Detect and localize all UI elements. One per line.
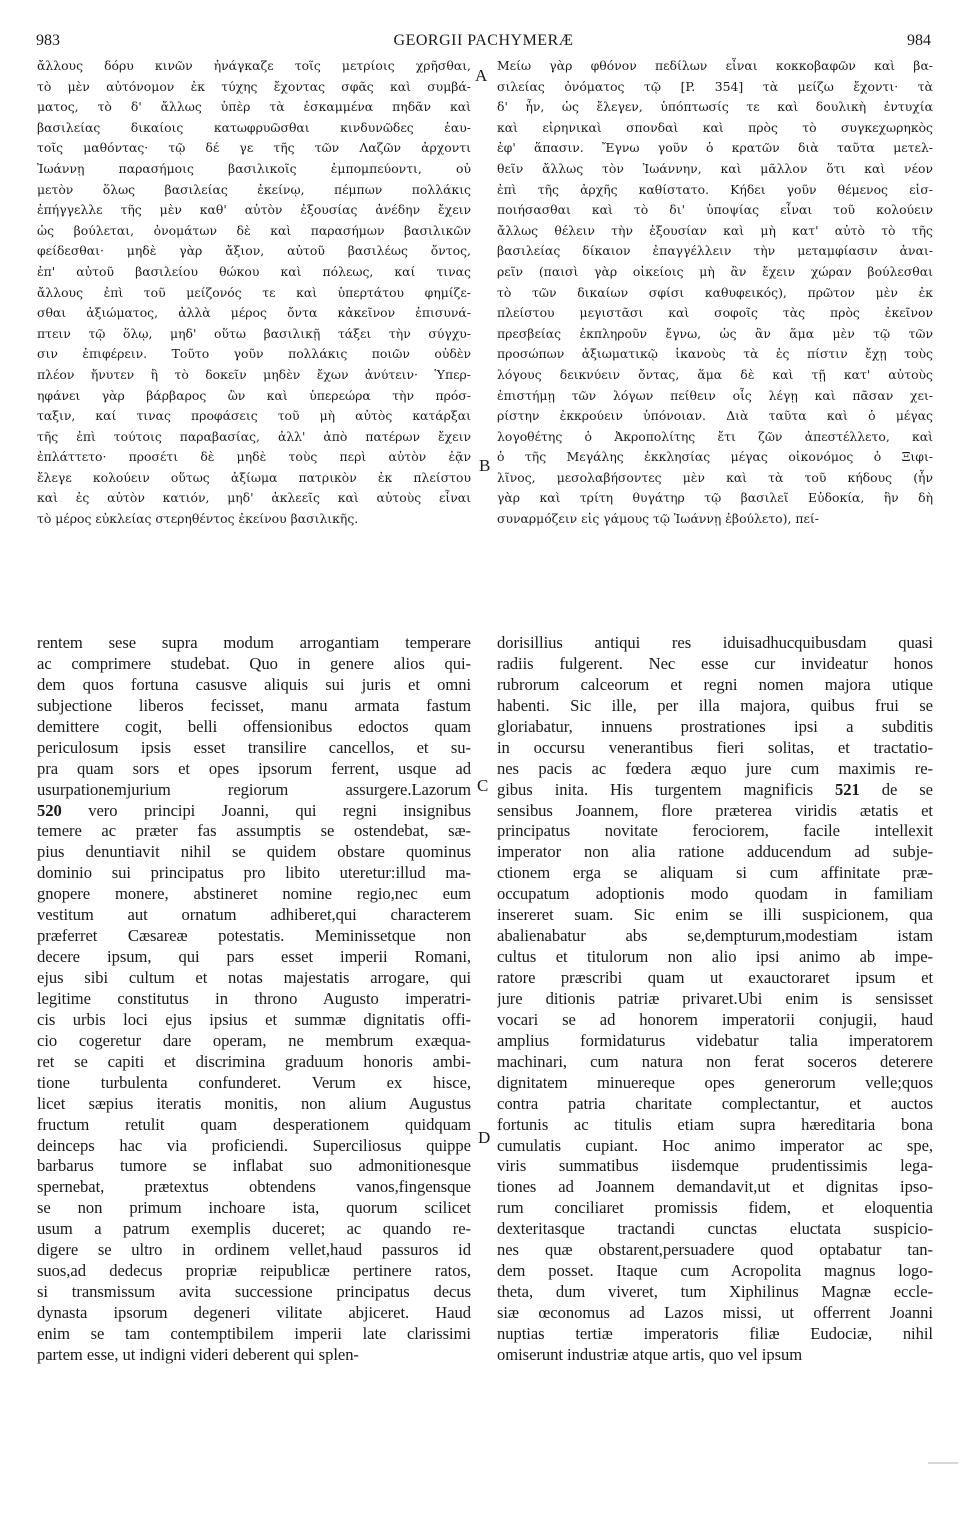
greek-text-line: λογοθέτης ὁ Ἀκροπολίτης ἔτι ζῶν ἀπεστέλλετο, καὶ xyxy=(497,428,933,444)
latin-text-line: imperator non alia ratione adducendum ad subje- xyxy=(497,842,933,862)
latin-text-line: cis urbis loci ejus ipsius et summæ dignitatis offi- xyxy=(37,1009,471,1029)
greek-text-line: τοῖς μαθόντας· τῷ δέ γε τῆς τῶν Λαζῶν ἀρχοντι xyxy=(37,140,471,156)
latin-text-line: ctionem erga se aliquam si cum affinitate præ- xyxy=(497,863,933,883)
greek-text-line: σθαι ἀξιώματος, ἀλλὰ μέρος ὄντα κἀκεῖνον ἐπισυνά- xyxy=(37,305,471,321)
latin-text-line: cio cogeretur dare operam, ne membrum exæqua- xyxy=(37,1030,471,1050)
greek-text-line: καὶ ἐς αὐτὸν κατιόν, μηδ' ἀκλεεῖς καὶ αὐτοὺς εἶναι xyxy=(37,490,471,506)
greek-text-line: Μείω γὰρ φθόνον πεδίλων εἶναι κοκκοβαφῶν καὶ βα- xyxy=(497,58,933,73)
greek-text-line: τὸ μὲν αὐτόνομον ἐκ τύχης ἔχοντας σφᾶς καὶ συμβά- xyxy=(37,78,471,94)
latin-text-line: pra quam sors et opes ipsorum ferrent, usque ad xyxy=(37,758,471,778)
greek-text-line: τὸ μέρος εὐκλείας στερηθέντος ἐκείνου βασιλικῆς. xyxy=(37,511,359,527)
latin-text-line: decere ipsum, qui pars esset imperii Romani, xyxy=(37,947,471,967)
greek-text-line: ἔλεγε κολούειν οὕτως ἀξίωμα πατρικὸν ἐκ πλείστου xyxy=(37,469,471,485)
latin-text-line: ejus sibi cultum et notas majestatis arrogare, qui xyxy=(37,968,471,987)
latin-text-line: rentem sese supra modum arrogantiam temperare xyxy=(37,633,471,652)
greek-text-line: δ' ἦν, ὡς ἔλεγεν, ὑπόπτωσίς τε καὶ δουλικὴ ἐντυχία xyxy=(497,99,933,115)
greek-text-line: ποιήσασθαι καὶ τὸ δι' ὑποψίας εἶναι τοῦ κολούειν xyxy=(497,202,933,218)
latin-text-line: dexteritasque tractandi cunctas eluctata suspicio- xyxy=(497,1219,933,1239)
latin-text-line: habenti. Sic ille, per illa majora, quibus frui se xyxy=(497,695,933,715)
greek-text-line: βασιλείας δικαίοις κατωφρυῶσθαι κινδυνῶδες ἑαυ- xyxy=(37,119,471,135)
latin-text-line: siæ œconomus ad Lazos missi, ut offerrent Joanni xyxy=(497,1303,933,1322)
folio-number: 521 xyxy=(834,779,860,799)
greek-text-line: καὶ εἰρηνικαὶ σπονδαὶ καὶ πρὸς τὸ συγκεχωρηκὸς xyxy=(497,119,933,135)
latin-text-line: cumulatis cupiant. Hoc animo imperator ac spe, xyxy=(497,1135,933,1155)
latin-text-line: deinceps hac via proficiendi. Superciliosus quippe xyxy=(37,1135,471,1155)
latin-text-line: digere se ultro in ordinem vellet,haud passuros id xyxy=(37,1240,471,1260)
latin-text-line: rum conciliaret promissis fidem, et eloquentia xyxy=(497,1198,933,1218)
greek-column-left xyxy=(37,56,471,616)
latin-text-line: jure ditionis patriæ privaret.Ubi enim is sensisset xyxy=(497,988,933,1008)
section-marker-a: A xyxy=(475,66,488,85)
greek-text-line: ὡς βούλεται, ὀνομάτων δὲ καὶ παρασήμων βασιλικῶν xyxy=(37,222,471,238)
section-marker-c: C xyxy=(477,776,489,795)
greek-text-line: ἄλλους ἐπὶ τοῦ μείζονός τε καὶ ὑπερτάτου φημίζε- xyxy=(37,284,471,300)
latin-text-line: subjectione liberos fecisset, manu armata fastum xyxy=(37,695,471,715)
latin-text-line: principatus novitate ferociorem, facile intellexit xyxy=(497,821,933,841)
latin-text-line: nuptias tertiæ imperatoris filiæ Eudociæ, nihil xyxy=(497,1323,933,1343)
latin-text-line: dem posset. Itaque cum Acropolita magnus logo- xyxy=(497,1261,933,1281)
latin-text-line: abalienabatur abs se,dempturum,modestiam istam xyxy=(497,926,933,946)
latin-text-line: temere ac præter fas assumptis se ostendebat, sæ- xyxy=(37,821,471,841)
latin-text-line: vocari se ad honorem imperatorii conjugii, haud xyxy=(497,1009,933,1029)
greek-text-line: ηφάνει γὰρ βάρβαρος ὢν καὶ ὑπερεώρα τὴν πρόσ- xyxy=(37,387,471,403)
greek-text-line: ὁ τῆς Μεγάλης ἐκκλησίας μέγας οἰκονόμος ὁ Ξιφι- xyxy=(497,449,933,465)
latin-text-line: vestitum aut ornatum adhiberet,qui characterem xyxy=(37,905,471,925)
latin-text-line: si transmissum avita successione principatus decus xyxy=(37,1282,471,1302)
greek-text-line: ματος, τὸ δ' ἄλλως ὑπὲρ τὰ ἐσκαμμένα πηδᾶν καὶ xyxy=(37,99,471,115)
greek-text-line: πλέον ἤνυτεν ἢ τὸ δοκεῖν μηδὲν ἔχων ἀνύτειν· Ὑπερ- xyxy=(37,366,471,382)
latin-column-left xyxy=(37,633,471,1483)
page-number-right: 984 xyxy=(907,32,931,49)
latin-text-line: dem quos fortuna casusve aliquis sui juris et omni xyxy=(37,674,471,694)
running-title: GEORGII PACHYMERÆ xyxy=(393,32,574,49)
greek-text-line: γὰρ καὶ τρίτη θυγάτηρ τῷ βασιλεῖ Εὐδοκία, ἣν δὴ xyxy=(497,490,933,506)
greek-text-line: Ἰωάννῃ παρασήμοις βασιλικοῖς ἐμπομπεύοντι, οὐ xyxy=(37,160,471,176)
latin-text-line: fortunis ac titulis etiam supra hæreditaria bona xyxy=(497,1114,933,1134)
latin-text-line: dynasta ipsorum degeneri vilitate abjiceret. Haud xyxy=(37,1303,471,1322)
greek-text-line: ἄλλως θέλειν τὴν ἐξουσίαν καὶ μὴ κατ' αὐτὸ τὸ τῆς xyxy=(497,222,933,238)
latin-text-line: ret se capiti et discrimina graduum honoris ambi- xyxy=(37,1051,471,1071)
latin-text-line: fructum retulit quam desperationem quidquam xyxy=(37,1114,471,1134)
greek-text-line: σιν ἐπιφέρειν. Τοῦτο γοῦν πολλάκις ποιῶν οὐδὲν xyxy=(37,346,471,362)
latin-text-line: cultus et titulorum non alio ipsi animo ab impe- xyxy=(497,947,933,967)
page-number-left: 983 xyxy=(36,32,60,49)
page-header xyxy=(36,32,931,54)
latin-text-line: in occursu venerantibus fieri solitas, et tractatio- xyxy=(497,737,933,757)
latin-column-right xyxy=(497,633,933,1483)
greek-text-line: ἐφ' ἅπασιν. Ἔγνω γοῦν ὁ κρατῶν διὰ ταῦτα μετελ- xyxy=(497,140,933,156)
latin-text-line: amplius formidaturus videbatur talia imperatorem xyxy=(497,1030,933,1050)
greek-text-line: ἐπιστήμῃ τῶν λόγων πείθειν οἷς λέγῃ καὶ πᾶσαν χει- xyxy=(497,387,933,403)
latin-text-line: dorisillius antiqui res iduisadhucquibusdam quasi xyxy=(497,633,933,652)
paper-speck xyxy=(928,1462,958,1464)
latin-text-line: omiserunt industriæ atque artis, quo vel ipsum xyxy=(497,1344,803,1364)
latin-text-line: tiones ad Joannem demandavit,ut et dignitas ipso- xyxy=(497,1177,933,1197)
latin-text-line: demittere cogit, belli offensionibus edoctos quam xyxy=(37,716,471,736)
latin-text-line: licet sæpius iteratis monitis, non alium Augustus xyxy=(37,1093,471,1113)
greek-text-line: πρεσβείας ἐκπληροῦν ἔγνω, ὡς ἂν ἅμα μὲν τῷ τῶν xyxy=(497,325,933,341)
greek-text-line: τῆς ἐπὶ τούτοις παραβασίας, ἀλλ' ἀπὸ πατέρων ἔχειν xyxy=(37,428,471,444)
greek-text-line: ταξιν, καί τινας προφάσεις τοῦ μὴ αὐτὸς κατάρξαι xyxy=(37,408,471,424)
latin-text-line: ac comprimere studebat. Quo in genere alios qui- xyxy=(37,653,471,673)
latin-text-line: gibus inita. His turgentem magnificis 521 de se xyxy=(497,779,933,799)
latin-text-line: periculosum ipsis esset transilire cancellos, et su- xyxy=(37,737,471,757)
latin-text-line: legitime constitutus in throno Augusto imperatri- xyxy=(37,988,471,1008)
greek-text-line: φείδεσθαι· μηδὲ γὰρ ἄξιον, αὐτοῦ βασιλέως ὄντος, xyxy=(37,243,471,259)
latin-text-line: ratore præscribi quam ut exauctoraret ipsum et xyxy=(497,968,933,987)
greek-text-line: σιλείας ὀνόματος τῷ [P. 354] τὰ μείζω ἔχοντι· τὰ xyxy=(497,78,933,94)
latin-text-line: spernebat, prætextus obtendens vanos,fingensque xyxy=(37,1177,471,1197)
greek-column-right xyxy=(497,56,933,616)
latin-text-line: pius denuntiavit nihil se quidem obstare quominus xyxy=(37,842,471,862)
section-marker-d: D xyxy=(478,1128,491,1147)
latin-text-line: sensibus Joannem, flore præterea viridis ætatis et xyxy=(497,800,933,820)
section-marker-b: B xyxy=(479,456,491,475)
latin-text-line: viris summatibus iisdemque prudentissimis lega- xyxy=(497,1156,933,1176)
latin-text-line: rubrorum calceorum et regni nomen majora utique xyxy=(497,674,933,694)
latin-text-line: insereret suam. Sic enim se illi suspicionem, qua xyxy=(497,905,933,925)
greek-text-line: ἐπὶ τῆς ἀρχῆς καθίστατο. Κήδει γοῦν θέμενος εἰσ- xyxy=(497,181,933,197)
greek-text-line: βασιλείας δίκαιον ἐπαγγέλλειν τὴν μεταμφίασιν ἀναι- xyxy=(497,243,933,259)
latin-text-line: se non primum inchoare ista, quorum scilicet xyxy=(37,1198,471,1218)
latin-text-line: usum a patrum exemplis duceret; ac quando re- xyxy=(37,1219,471,1239)
latin-text-line: 520 vero principi Joanni, qui regni insignibus xyxy=(37,800,471,820)
latin-text-line: suos,ad dedecus propriæ reipublicæ pertinere ratos, xyxy=(37,1261,471,1281)
greek-text-line: ἐπ' αὐτοῦ βασιλείου θώκου καὶ πόλεως, καί τινας xyxy=(37,263,471,279)
latin-text-line: occupatum adoptionis modo quodam in familiam xyxy=(497,884,933,904)
latin-text-line: usurpationemjurium regiorum assurgere.Lazorum xyxy=(37,779,471,799)
latin-text-line: præferret Cæsareæ potestatis. Meminissetque non xyxy=(37,926,471,946)
greek-text-line: ἐπλάττετο· προσέτι δὲ μηδὲ τοὺς περὶ αὐτὸν ἐᾷν xyxy=(37,449,471,465)
greek-text-line: ρεῖν (παισὶ γὰρ οἰκείοις μὴ ἂν ἔχειν χώραν βούλεσθαι xyxy=(497,263,933,279)
greek-text-line: ρίστην ἐκκρούειν ὑπόνοιαν. Διὰ ταῦτα καὶ ὁ μέγας xyxy=(497,408,933,424)
latin-text-line: theta, dum viveret, tum Xiphilinus Magnæ eccle- xyxy=(497,1282,933,1302)
latin-text-line: partem esse, ut indigni videri deberent qui splen- xyxy=(37,1344,359,1364)
greek-text-line: λῖνος, μεσολαβήσοντες μὲν καὶ τὰ τοῦ κήδους (ἦν xyxy=(497,469,933,485)
latin-text-line: dignitatem minuereque opes generorum velle;quos xyxy=(497,1072,933,1092)
latin-text-line: barbarus tumore se inflabat suo admonitionesque xyxy=(37,1156,471,1176)
greek-text-line: πτειν τῷ ὅλῳ, μηδ' οὕτω βασιλικῇ τάξει τὴν σύγχυ- xyxy=(37,325,471,341)
folio-number: 520 xyxy=(37,800,62,820)
latin-text-line: radiis fulgerent. Nec esse cur invideatur honos xyxy=(497,653,933,673)
greek-text-line: μετὸν ὅλως βασιλείας ἐκείνῳ, πέμπων πολλάκις xyxy=(37,181,471,197)
greek-text-line: προσώπων ἀξιωματικῷ ἱκανοὺς τὰ ἐς πίστιν ἔχῃ τοὺς xyxy=(497,346,933,362)
greek-text-line: ἐπήγγελλε τῆς μὲν καθ' αὐτὸν ἐξουσίας ἀνέδην ἔχειν xyxy=(37,202,471,218)
greek-text-line: τὸ τῶν δικαίων σφίσι καθυφεικός), πρῶτον μὲν ἐκ xyxy=(497,284,933,300)
latin-text-line: nes pacis ac fœdera æquo jure cum maximis re- xyxy=(497,758,933,778)
latin-text-line: dominio sui principatus pro libito uteretur:illud ma- xyxy=(37,863,471,883)
latin-text-line: gnopere monere, abstineret nomine regio,nec eum xyxy=(37,884,471,904)
greek-text-line: θεῖν ἄλλως τὸν Ἰωάννην, καὶ μᾶλλον ὅτι καὶ νέον xyxy=(497,160,933,176)
latin-text-line: enim se tam contemptibilem imperii late clarissimi xyxy=(37,1323,471,1343)
greek-text-line: λόγους δεικνύειν ὄντας, ἅμα δὲ καὶ τῇ κατ' αὐτοὺς xyxy=(497,366,933,382)
greek-text-line: πλείστου μεγιστᾶσι καὶ σοφοῖς τὰς πρὸς ἐκεῖνον xyxy=(497,305,933,321)
latin-text-line: contra patria charitate complectantur, et auctos xyxy=(497,1093,933,1113)
latin-text-line: gloriabatur, innuens prostrationes ipsi a subditis xyxy=(497,716,933,736)
greek-text-line: ἄλλους δόρυ κινῶν ἠνάγκαζε τοῖς μετρίοις χρῆσθαι, xyxy=(37,58,471,73)
latin-text-line: tione turbulenta confunderet. Verum ex hisce, xyxy=(37,1072,471,1092)
greek-text-line: συναρμόζειν εἰς γάμους τῷ Ἰωάννῃ ἐβούλετο), πεί- xyxy=(497,511,819,527)
latin-text-line: nes quæ obstarent,persuadere quod optabatur tan- xyxy=(497,1240,933,1260)
latin-text-line: machinari, cum natura non ferat soceros deterere xyxy=(497,1051,933,1071)
